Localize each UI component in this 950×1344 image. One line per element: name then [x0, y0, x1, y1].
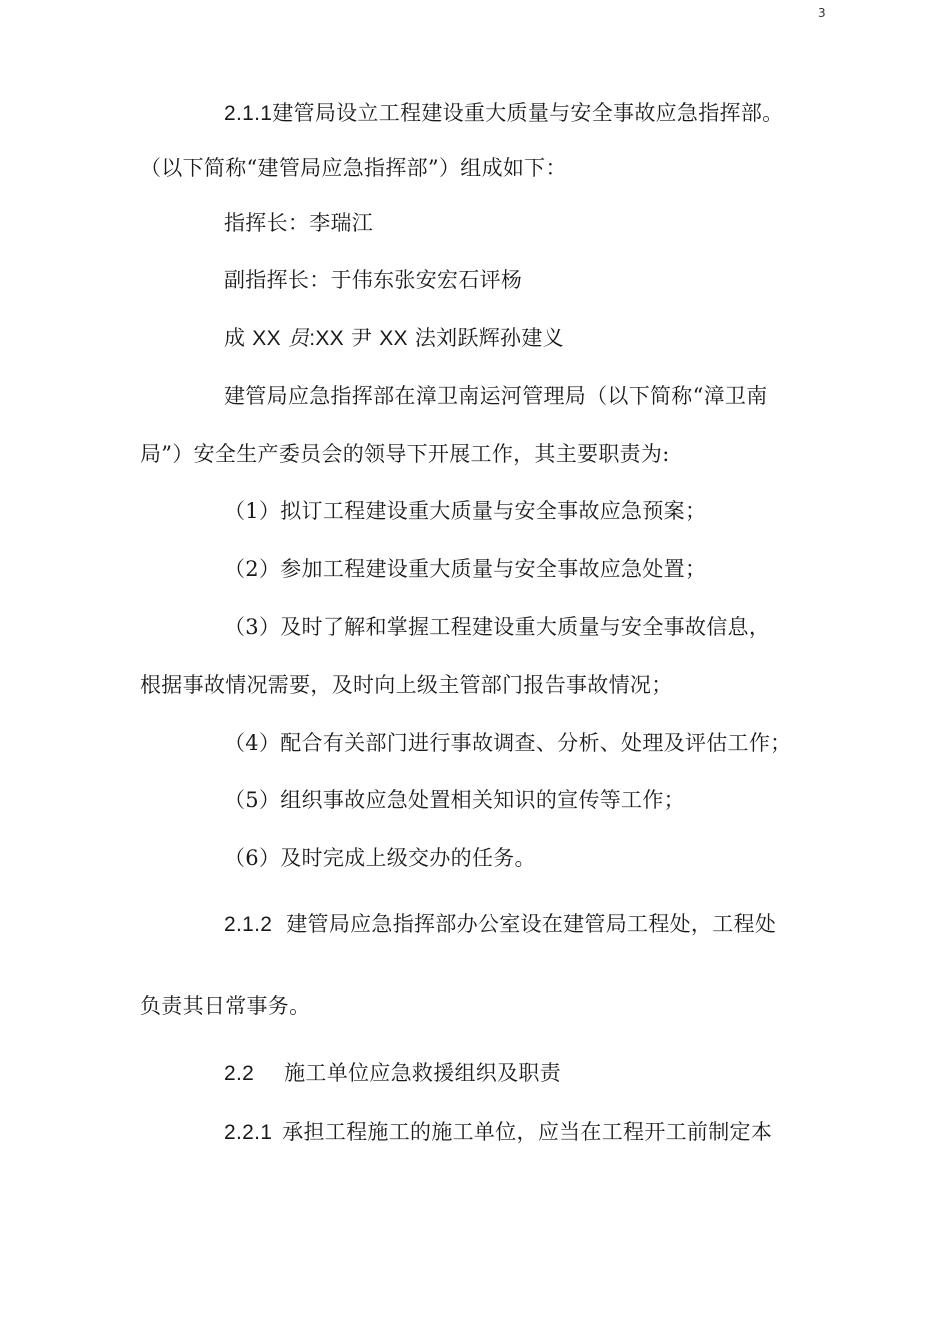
paragraph-line: 局”）安全生产委员会的领导下开展工作，其主要职责为:: [140, 442, 670, 466]
page-number: 3: [818, 6, 826, 20]
paragraph-text: 承担工程施工的施工单位，应当在工程开工前制定本: [282, 1120, 773, 1144]
paragraph-2-1-1: [224, 99, 783, 128]
paragraph-line: 根据事故情况需要，及时向上级主管部门报告事故情况；: [140, 673, 673, 697]
paragraph-text: 建管局应急指挥部办公室设在建管局工程处，工程处: [286, 912, 777, 936]
deputy-commander-line: 副指挥长：于伟东张安宏石评杨: [224, 268, 523, 292]
text-part: 成: [224, 326, 253, 350]
paragraph-line: （以下简称“建管局应急指挥部”）组成如下：: [140, 156, 567, 180]
section-number: 2.1.1: [224, 102, 273, 125]
heading-2-2: [224, 1059, 561, 1088]
text-part: 法刘跃辉孙建义: [407, 326, 564, 350]
section-number: 2.2.1: [224, 1121, 273, 1144]
text-part: [281, 326, 288, 350]
duty-item-5: （5）组织事故应急处置相关知识的宣传等工作；: [224, 788, 685, 812]
paragraph-2-1-2: [224, 910, 776, 939]
paragraph-text: 建管局设立工程建设重大质量与安全事故应急指挥部。: [272, 101, 784, 125]
text-part: XX: [315, 327, 344, 350]
commander-line: 指挥长：李瑞江: [224, 211, 374, 235]
duty-item-1: （1）拟订工程建设重大质量与安全事故应急预案；: [224, 499, 707, 523]
section-number: 2.1.2: [224, 913, 273, 936]
paragraph-2-2-1: [224, 1118, 772, 1147]
paragraph-line: 建管局应急指挥部在漳卫南运河管理局（以下简称“漳卫南: [224, 384, 768, 408]
members-line: [224, 324, 564, 353]
section-number: 2.2: [224, 1062, 255, 1085]
text-part: XX: [252, 327, 281, 350]
heading-text: 施工单位应急救援组织及职责: [284, 1061, 561, 1085]
duty-item-2: （2）参加工程建设重大质量与安全事故应急处置；: [224, 557, 707, 581]
duty-item-6: （6）及时完成上级交办的任务。: [224, 846, 536, 870]
paragraph-line: 负责其日常事务。: [140, 994, 311, 1018]
text-part: :: [309, 327, 316, 350]
duty-item-3: （3）及时了解和掌握工程建设重大质量与安全事故信息，: [224, 615, 771, 639]
text-part: 尹: [343, 326, 380, 350]
duty-item-4: （4）配合有关部门进行事故调查、分析、处理及评估工作；: [224, 731, 792, 755]
text-part: XX: [379, 327, 408, 350]
text-part: 员: [287, 326, 310, 350]
